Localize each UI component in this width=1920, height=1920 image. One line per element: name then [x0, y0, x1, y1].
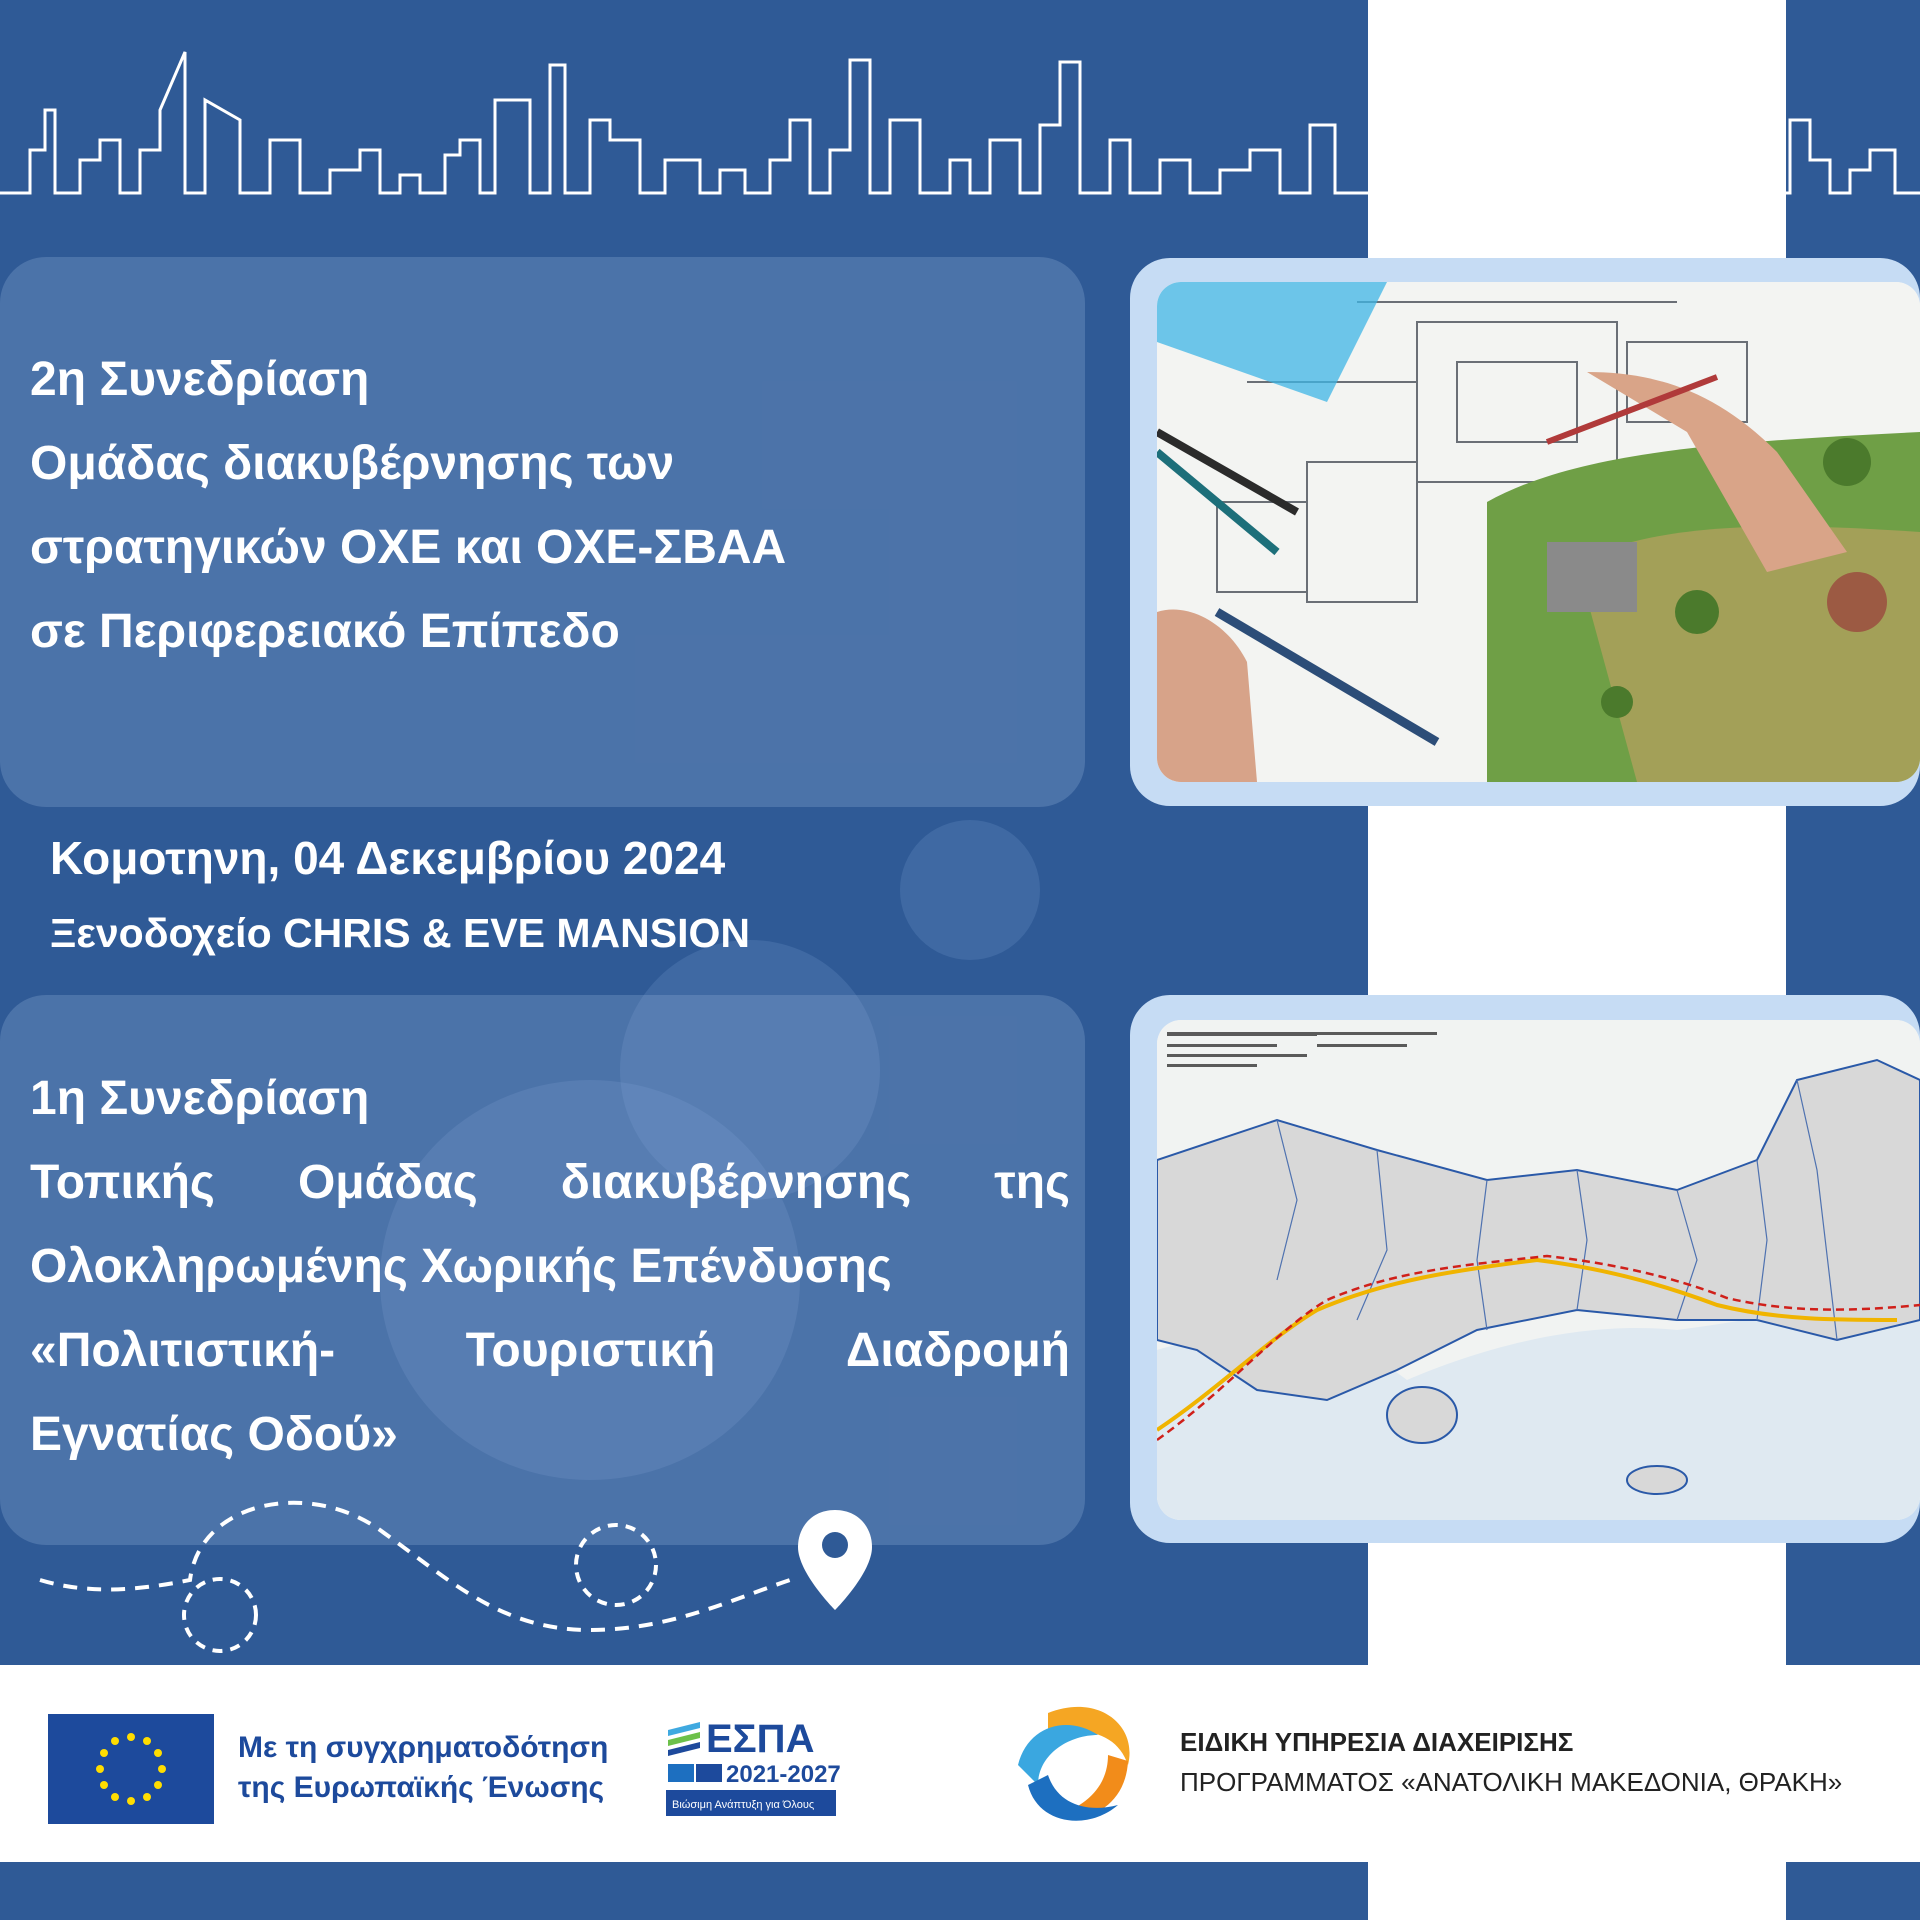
session-2-line: Ομάδας διακυβέρνησης των: [30, 437, 675, 490]
espa-logo: [664, 1712, 840, 1824]
agency-logo-icon: [1008, 1695, 1144, 1831]
session-1-line: Ολοκληρωμένης Χωρικής Επένδυσης: [30, 1240, 892, 1293]
eu-text-line: Με τη συγχρηματοδότηση: [238, 1731, 609, 1764]
session-2-title: 2η Συνεδρίαση: [30, 353, 370, 406]
word: Ομάδας: [297, 1156, 478, 1209]
session-1-line: Εγνατίας Οδού»: [30, 1408, 398, 1461]
session-2-line: σε Περιφερειακό Επίπεδο: [30, 605, 620, 658]
session-2-line: στρατηγικών ΟΧΕ και ΟΧΕ-ΣΒΑΑ: [30, 521, 787, 574]
session-1-title: 1η Συνεδρίαση: [30, 1072, 370, 1125]
espa-slogan: Βιώσιμη Ανάπτυξη για Όλους: [672, 1799, 815, 1811]
word: Τουριστική: [465, 1324, 716, 1377]
word: της: [994, 1156, 1070, 1209]
eu-text-line: της Ευρωπαϊκής Ένωσης: [238, 1771, 605, 1804]
bottom-blue-strip: [1786, 1862, 1920, 1920]
bottom-blue-strip: [0, 1862, 1368, 1920]
city-skyline-outline: [0, 40, 1920, 210]
session-2-text: [30, 338, 1070, 674]
eu-cofunding-text: [238, 1728, 608, 1808]
dashed-route-decoration: [30, 1480, 910, 1660]
agency-name: [1180, 1722, 1842, 1802]
agency-name-line: ΠΡΟΓΡΑΜΜΑΤΟΣ «ΑΝΑΤΟΛΙΚΗ ΜΑΚΕΔΟΝΙΑ, ΘΡΑΚΗ»: [1180, 1767, 1843, 1797]
agency-name-line: ΕΙΔΙΚΗ ΥΠΗΡΕΣΙΑ ΔΙΑΧΕΙΡΙΣΗΣ: [1180, 1727, 1574, 1757]
background-figure: [900, 820, 1040, 960]
espa-years: 2021-2027: [726, 1761, 840, 1788]
session-1-line: [30, 1141, 1070, 1225]
word: Διαδρομή: [845, 1324, 1070, 1377]
word: Τοπικής: [30, 1156, 215, 1209]
event-date: Κομοτηνη, 04 Δεκεμβρίου 2024: [50, 832, 726, 884]
word: «Πολιτιστική-: [30, 1324, 336, 1377]
eu-flag-logo: [48, 1714, 214, 1824]
session-1-text: [30, 1057, 1070, 1477]
architect-drawing-photo: [1157, 282, 1920, 782]
espa-title: ΕΣΠΑ: [706, 1717, 815, 1761]
word: διακυβέρνησης: [560, 1156, 912, 1209]
event-venue: Ξενοδοχείο CHRIS & EVE MANSION: [50, 910, 751, 956]
location-pin-icon: [790, 1505, 880, 1615]
regional-map-image: [1157, 1020, 1920, 1520]
session-1-line: [30, 1309, 1070, 1393]
